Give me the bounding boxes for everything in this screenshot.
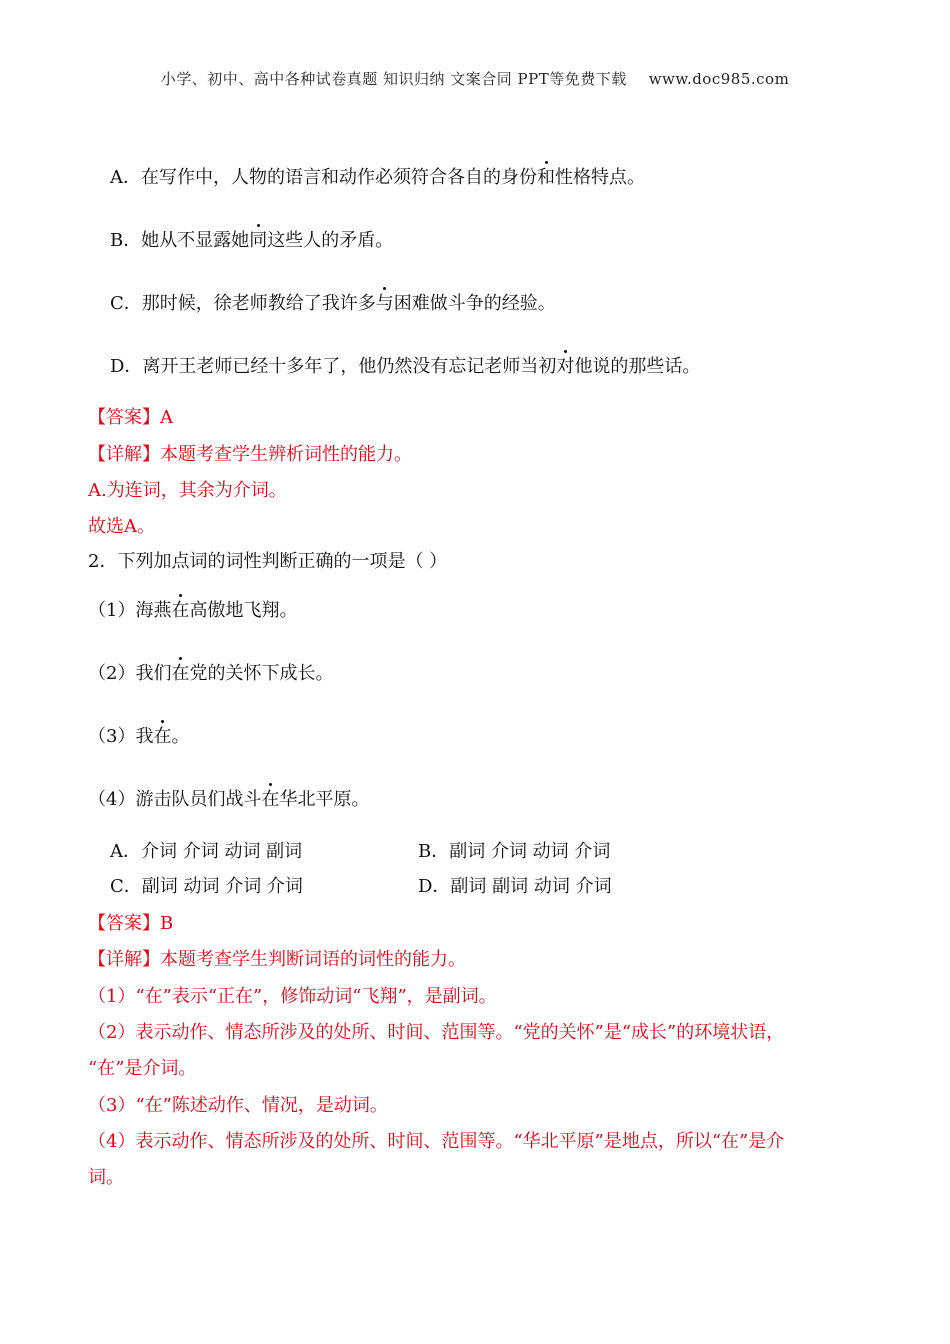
q2-explain-line: “在”是介词。: [88, 1058, 197, 1079]
emphasis-dot-word: 对: [556, 356, 575, 377]
page-header: [0, 68, 950, 89]
q2-explain-line: 词。: [88, 1167, 124, 1188]
q2-choice-a: A．介词 介词 动词 副词: [110, 841, 303, 862]
q2-choice-b: B．副词 介词 动词 介词: [418, 841, 611, 862]
q1-answer: 【答案】A: [88, 407, 173, 428]
header-text: 小学、初中、高中各种试卷真题 知识归纳 文案合同 PPT等免费下载: [160, 70, 627, 88]
q1-option-b: B．她从不显露她同这些人的矛盾。: [110, 230, 394, 251]
emphasis-dot-word: 与: [375, 293, 394, 314]
emphasis-dot-word: 和: [537, 167, 555, 188]
q2-explain-line: （1）“在”表示“正在”，修饰动词“飞翔”，是副词。: [88, 986, 497, 1007]
q2-explain-line: （2）表示动作、情态所涉及的处所、时间、范围等。“党的关怀”是“成长”的环境状语，: [88, 1022, 785, 1043]
q1-option-d: D．离开王老师已经十多年了，他仍然没有忘记老师当初对他说的那些话。: [110, 356, 701, 377]
q2-choice-c: C．副词 动词 介词 介词: [110, 876, 303, 897]
q1-explain-line: A.为连词，其余为介词。: [88, 480, 287, 501]
q2-item-4: （4）游击队员们战斗在华北平原。: [88, 789, 370, 810]
header-url: www.doc985.com: [648, 70, 790, 88]
q2-explain-line: 【详解】本题考查学生判断词语的词性的能力。: [88, 949, 466, 970]
q1-option-c: C．那时候，徐老师教给了我许多与困难做斗争的经验。: [110, 293, 556, 314]
q2-explain-line: （4）表示动作、情态所涉及的处所、时间、范围等。“华北平原”是地点，所以“在”是介: [88, 1131, 785, 1152]
q2-explain-line: （3）“在”陈述动作、情况，是动词。: [88, 1095, 388, 1116]
emphasis-dot-word: 同: [249, 230, 268, 251]
q2-item-2: （2）我们在党的关怀下成长。: [88, 663, 334, 684]
q1-option-a: A．在写作中，人物的语言和动作必须符合各自的身份和性格特点。: [110, 167, 645, 188]
q2-answer: 【答案】B: [88, 913, 174, 934]
q2-stem: 2．下列加点词的词性判断正确的一项是（ ）: [88, 551, 448, 572]
q2-item-1: （1）海燕在高傲地飞翔。: [88, 600, 298, 621]
q1-explain-line: 故选A。: [88, 516, 155, 537]
q2-item-3: （3）我在。: [88, 726, 190, 747]
emphasis-dot-word: 在: [171, 663, 190, 684]
emphasis-dot-word: 在: [261, 789, 280, 810]
emphasis-dot-word: 在: [153, 726, 172, 747]
q2-choice-d: D．副词 副词 动词 介词: [418, 876, 612, 897]
emphasis-dot-word: 在: [171, 600, 190, 621]
q1-explain-line: 【详解】本题考查学生辨析词性的能力。: [88, 444, 412, 465]
